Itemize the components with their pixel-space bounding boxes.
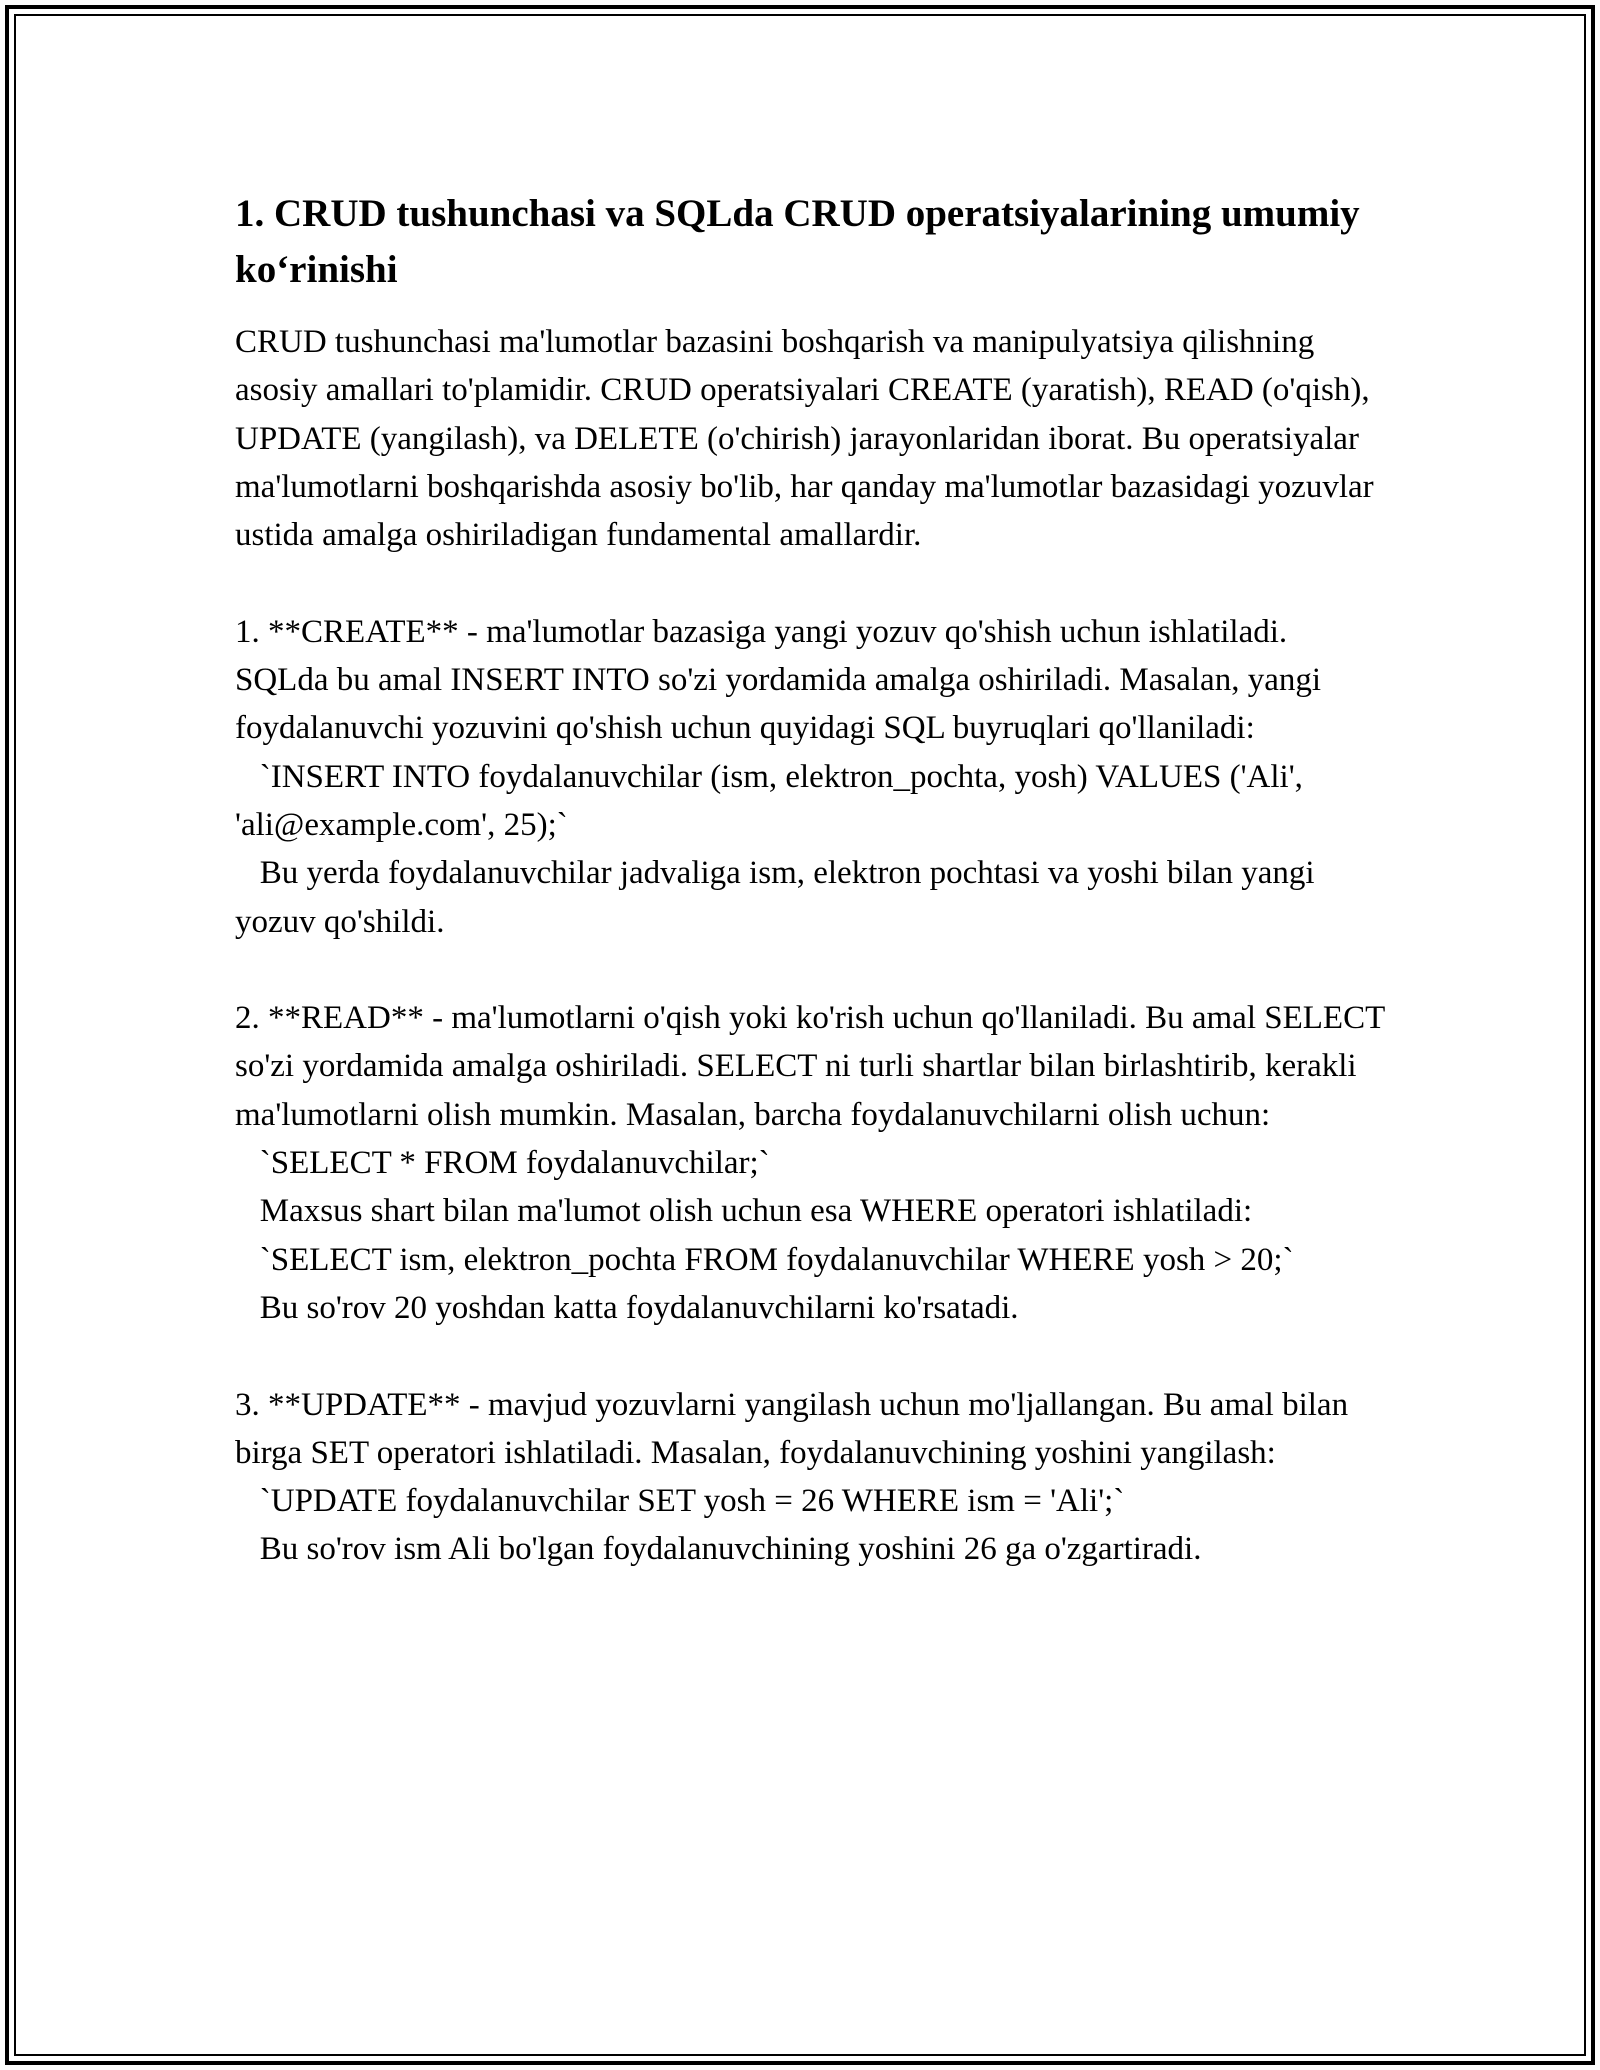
paragraph-gap [235,946,1385,994]
update-note: Bu so'rov ism Ali bo'lgan foydalanuvchining yoshini 26 ga o'zgartiradi. [235,1531,1202,1568]
read-code-select-all: `SELECT * FROM foydalanuvchilar;` [235,1145,770,1182]
document-body [235,186,1393,1574]
read-where-note: Maxsus shart bilan ma'lumot olish uchun esa WHERE operatori ishlatiladi: [235,1193,1253,1230]
section-heading: 1. CRUD tushunchasi va SQLda CRUD operatsiyalarining umumiy ko‘rinishi [235,192,1360,291]
create-description: 1. **CREATE** - ma'lumotlar bazasiga yangi yozuv qo'shish uchun ishlatiladi. SQLda bu amal INSERT INTO so'zi yordamida amalga oshiriladi. Masalan, yangi foydalanuvchi yozuvini qo'shish uchun quyidagi SQL buyruqlari qo'llaniladi: [235,613,1330,747]
create-note: Bu yerda foydalanuvchilar jadvaliga ism, elektron pochtasi va yoshi bilan yangi yozuv qo'shildi. [235,855,1323,940]
read-code-select-where: `SELECT ism, elektron_pochta FROM foydalanuvchilar WHERE yosh > 20;` [235,1241,1294,1278]
paragraph-gap [235,559,1385,607]
update-code: `UPDATE foydalanuvchilar SET yosh = 26 WHERE ism = 'Ali';` [235,1483,1125,1520]
intro-paragraph: CRUD tushunchasi ma'lumotlar bazasini boshqarish va manipulyatsiya qilishning asosiy amallari to'plamidir. CRUD operatsiyalari CREATE (yaratish), READ (o'qish), UPDATE (yangilash), va DELETE (o'chirish) jarayonlaridan iborat. Bu operatsiyalar ma'lumotlarni boshqarishda asosiy bo'lib, har qanday ma'lumotlar bazasidagi yozuvlar ustida amalga oshiriladigan fundamental amallardir. [235,324,1382,554]
read-description: 2. **READ** - ma'lumotlarni o'qish yoki ko'rish uchun qo'llaniladi. Bu amal SELECT so'zi yordamida amalga oshiriladi. SELECT ni turli shartlar bilan birlashtirib, kerakli ma'lumotlarni olish mumkin. Masalan, barcha foydalanuvchilarni olish uchun: [235,1000,1393,1133]
paragraph-gap [235,1332,1385,1380]
read-note: Bu so'rov 20 yoshdan katta foydalanuvchilarni ko'rsatadi. [235,1289,1019,1326]
update-description: 3. **UPDATE** - mavjud yozuvlarni yangilash uchun mo'ljallangan. Bu amal bilan birga SET operatori ishlatiladi. Masalan, foydalanuvchining yoshini yangilash: [235,1386,1357,1471]
create-code: `INSERT INTO foydalanuvchilar (ism, elektron_pochta, yosh) VALUES ('Ali', 'ali@example.com', 25);` [235,758,1312,843]
